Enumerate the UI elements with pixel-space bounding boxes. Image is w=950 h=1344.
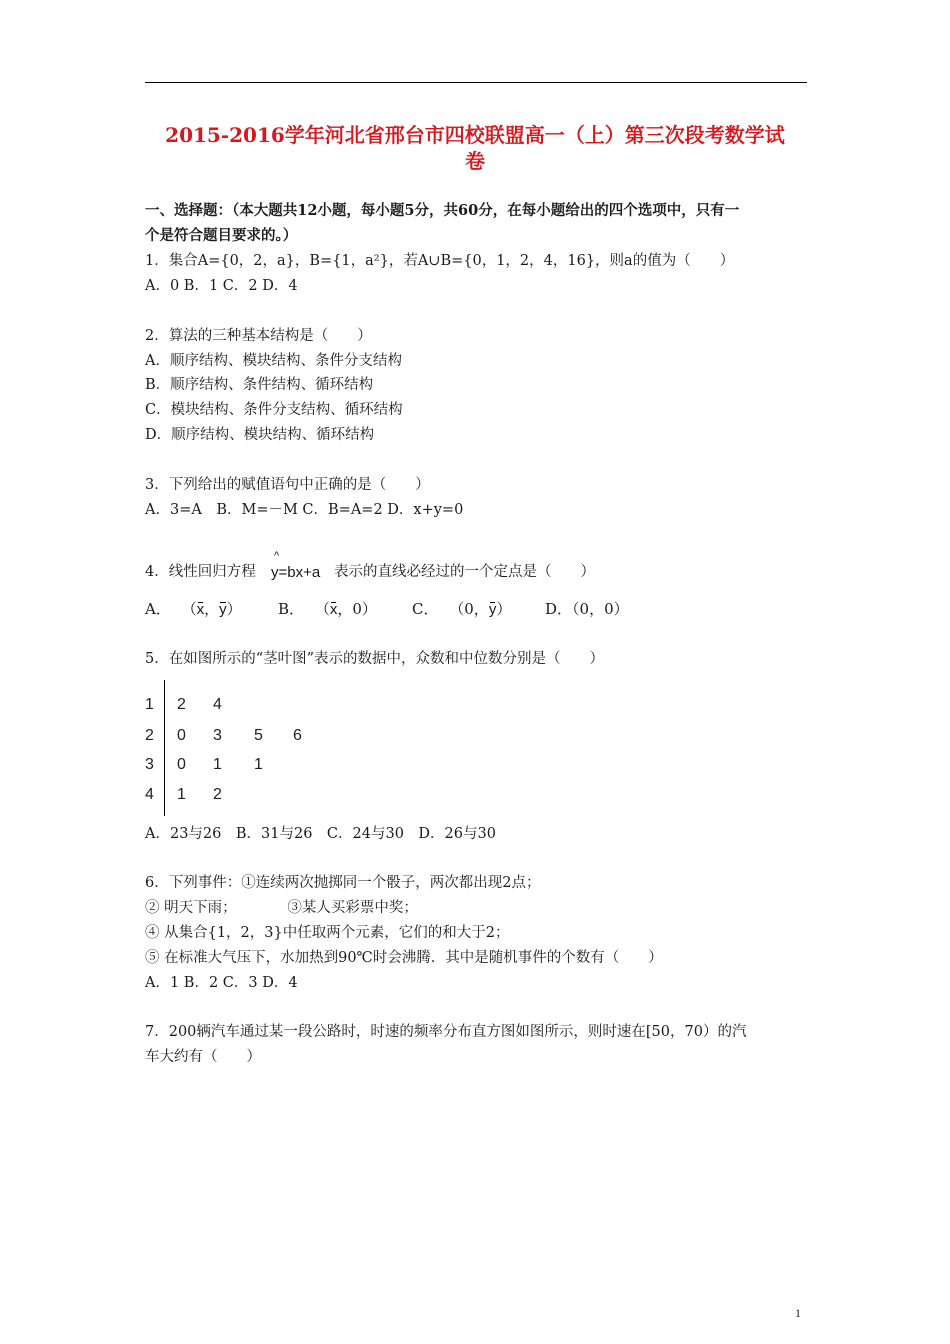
q4-stem-before: 4．线性回归方程	[145, 564, 256, 580]
stem-value: 1	[145, 696, 154, 713]
leaf-value: 3	[213, 727, 222, 744]
section-heading-line-2: 个是符合题目要求的。）	[145, 227, 298, 244]
q4-option-b-xbar: x	[329, 601, 338, 618]
q4-option-b-label: B．	[278, 600, 305, 618]
leaf-value: 2	[213, 786, 222, 803]
page-number: 1	[795, 1306, 801, 1320]
q4-option-b-open: （	[314, 600, 330, 618]
q2-option-b: B．顺序结构、条件结构、循环结构	[145, 377, 374, 393]
leaf-value: 1	[213, 756, 222, 773]
q4-option-a-close: ）	[226, 600, 242, 618]
q4-option-a-ybar: y	[219, 601, 227, 618]
q4-option-c	[412, 598, 511, 619]
q1-stem: 1．集合A={0，2，a}，B={1，a²}，若A∪B={0，1，2，4，16}，则a的值为（ ）	[145, 253, 735, 269]
q6-line-3: ④ 从集合{1，2，3}中任取两个元素，它们的和大于2；	[145, 925, 510, 941]
leaf-value: 6	[293, 727, 302, 744]
q6-options: A．1 B．2 C．3 D．4	[145, 975, 298, 991]
stem-leaf-divider	[164, 680, 165, 816]
q4-option-c-ybar: y	[488, 601, 497, 618]
stem-value: 4	[145, 786, 154, 803]
q4-option-a-label: A．	[145, 600, 171, 618]
q4-option-a-sep: ，	[204, 600, 220, 618]
leaf-value: 5	[254, 727, 263, 744]
q6-line-4: ⑤ 在标准大气压下，水加热到90℃时会沸腾．其中是随机事件的个数有（ ）	[145, 950, 663, 966]
q5-stem: 5．在如图所示的“茎叶图”表示的数据中，众数和中位数分别是（ ）	[145, 651, 605, 667]
q2-option-d: D．顺序结构、模块结构、循环结构	[145, 427, 375, 443]
q5-options: A．23与26 B．31与26 C．24与30 D．26与30	[145, 826, 496, 842]
q3-stem: 3．下列给出的赋值语句中正确的是（ ）	[145, 477, 430, 493]
stem-value: 3	[145, 756, 154, 773]
q3-options: A．3=A B．M=－M C．B=A=2 D．x+y=0	[145, 502, 464, 518]
q4-stem-after: 表示的直线必经过的一个定点是（ ）	[334, 564, 595, 580]
q7-line-2: 车大约有（ ）	[145, 1049, 261, 1065]
section-heading-line-1: 一、选择题：（本大题共12小题，每小题5分，共60分，在每小题给出的四个选项中，只有一	[145, 202, 740, 219]
q4-option-b	[278, 598, 377, 619]
leaf-value: 4	[213, 696, 222, 713]
leaf-value: 1	[254, 756, 263, 773]
leaf-value: 0	[177, 727, 186, 744]
page-title	[130, 122, 820, 174]
q4-option-c-close: ）	[496, 600, 512, 618]
q4-regression-formula: y=bx+a	[271, 564, 321, 581]
title-line-1: 2015-2016学年河北省邢台市四校联盟高一（上）第三次段考数学试	[165, 123, 785, 147]
q4-option-d: D．（0，0）	[545, 600, 629, 618]
stem-value: 2	[145, 727, 154, 744]
q1-options: A．0 B．1 C．2 D．4	[145, 278, 298, 294]
q4-option-c-open: （0，	[449, 600, 489, 618]
q4-hat-symbol: ^	[274, 550, 280, 562]
q6-line-2: ② 明天下雨； ③某人买彩票中奖；	[145, 900, 418, 916]
q4-option-a-open: （	[181, 600, 197, 618]
q4-option-a	[145, 598, 242, 619]
q6-stem: 6．下列事件：①连续两次抛掷同一个骰子，两次都出现2点；	[145, 875, 541, 891]
q2-option-c: C．模块结构、条件分支结构、循环结构	[145, 402, 403, 418]
leaf-value: 2	[177, 696, 186, 713]
q4-option-b-rest: ，0）	[337, 600, 377, 618]
title-line-2: 卷	[465, 149, 485, 173]
q2-stem: 2．算法的三种基本结构是（ ）	[145, 328, 372, 344]
q2-option-a: A．顺序结构、模块结构、条件分支结构	[145, 353, 402, 369]
leaf-value: 0	[177, 756, 186, 773]
q4-option-c-label: C．	[412, 600, 439, 618]
leaf-value: 1	[177, 786, 186, 803]
top-rule	[145, 82, 807, 83]
q4-option-a-xbar: x	[196, 601, 205, 618]
q7-line-1: 7．200辆汽车通过某一段公路时，时速的频率分布直方图如图所示，则时速在[50，70）的汽	[145, 1024, 747, 1040]
